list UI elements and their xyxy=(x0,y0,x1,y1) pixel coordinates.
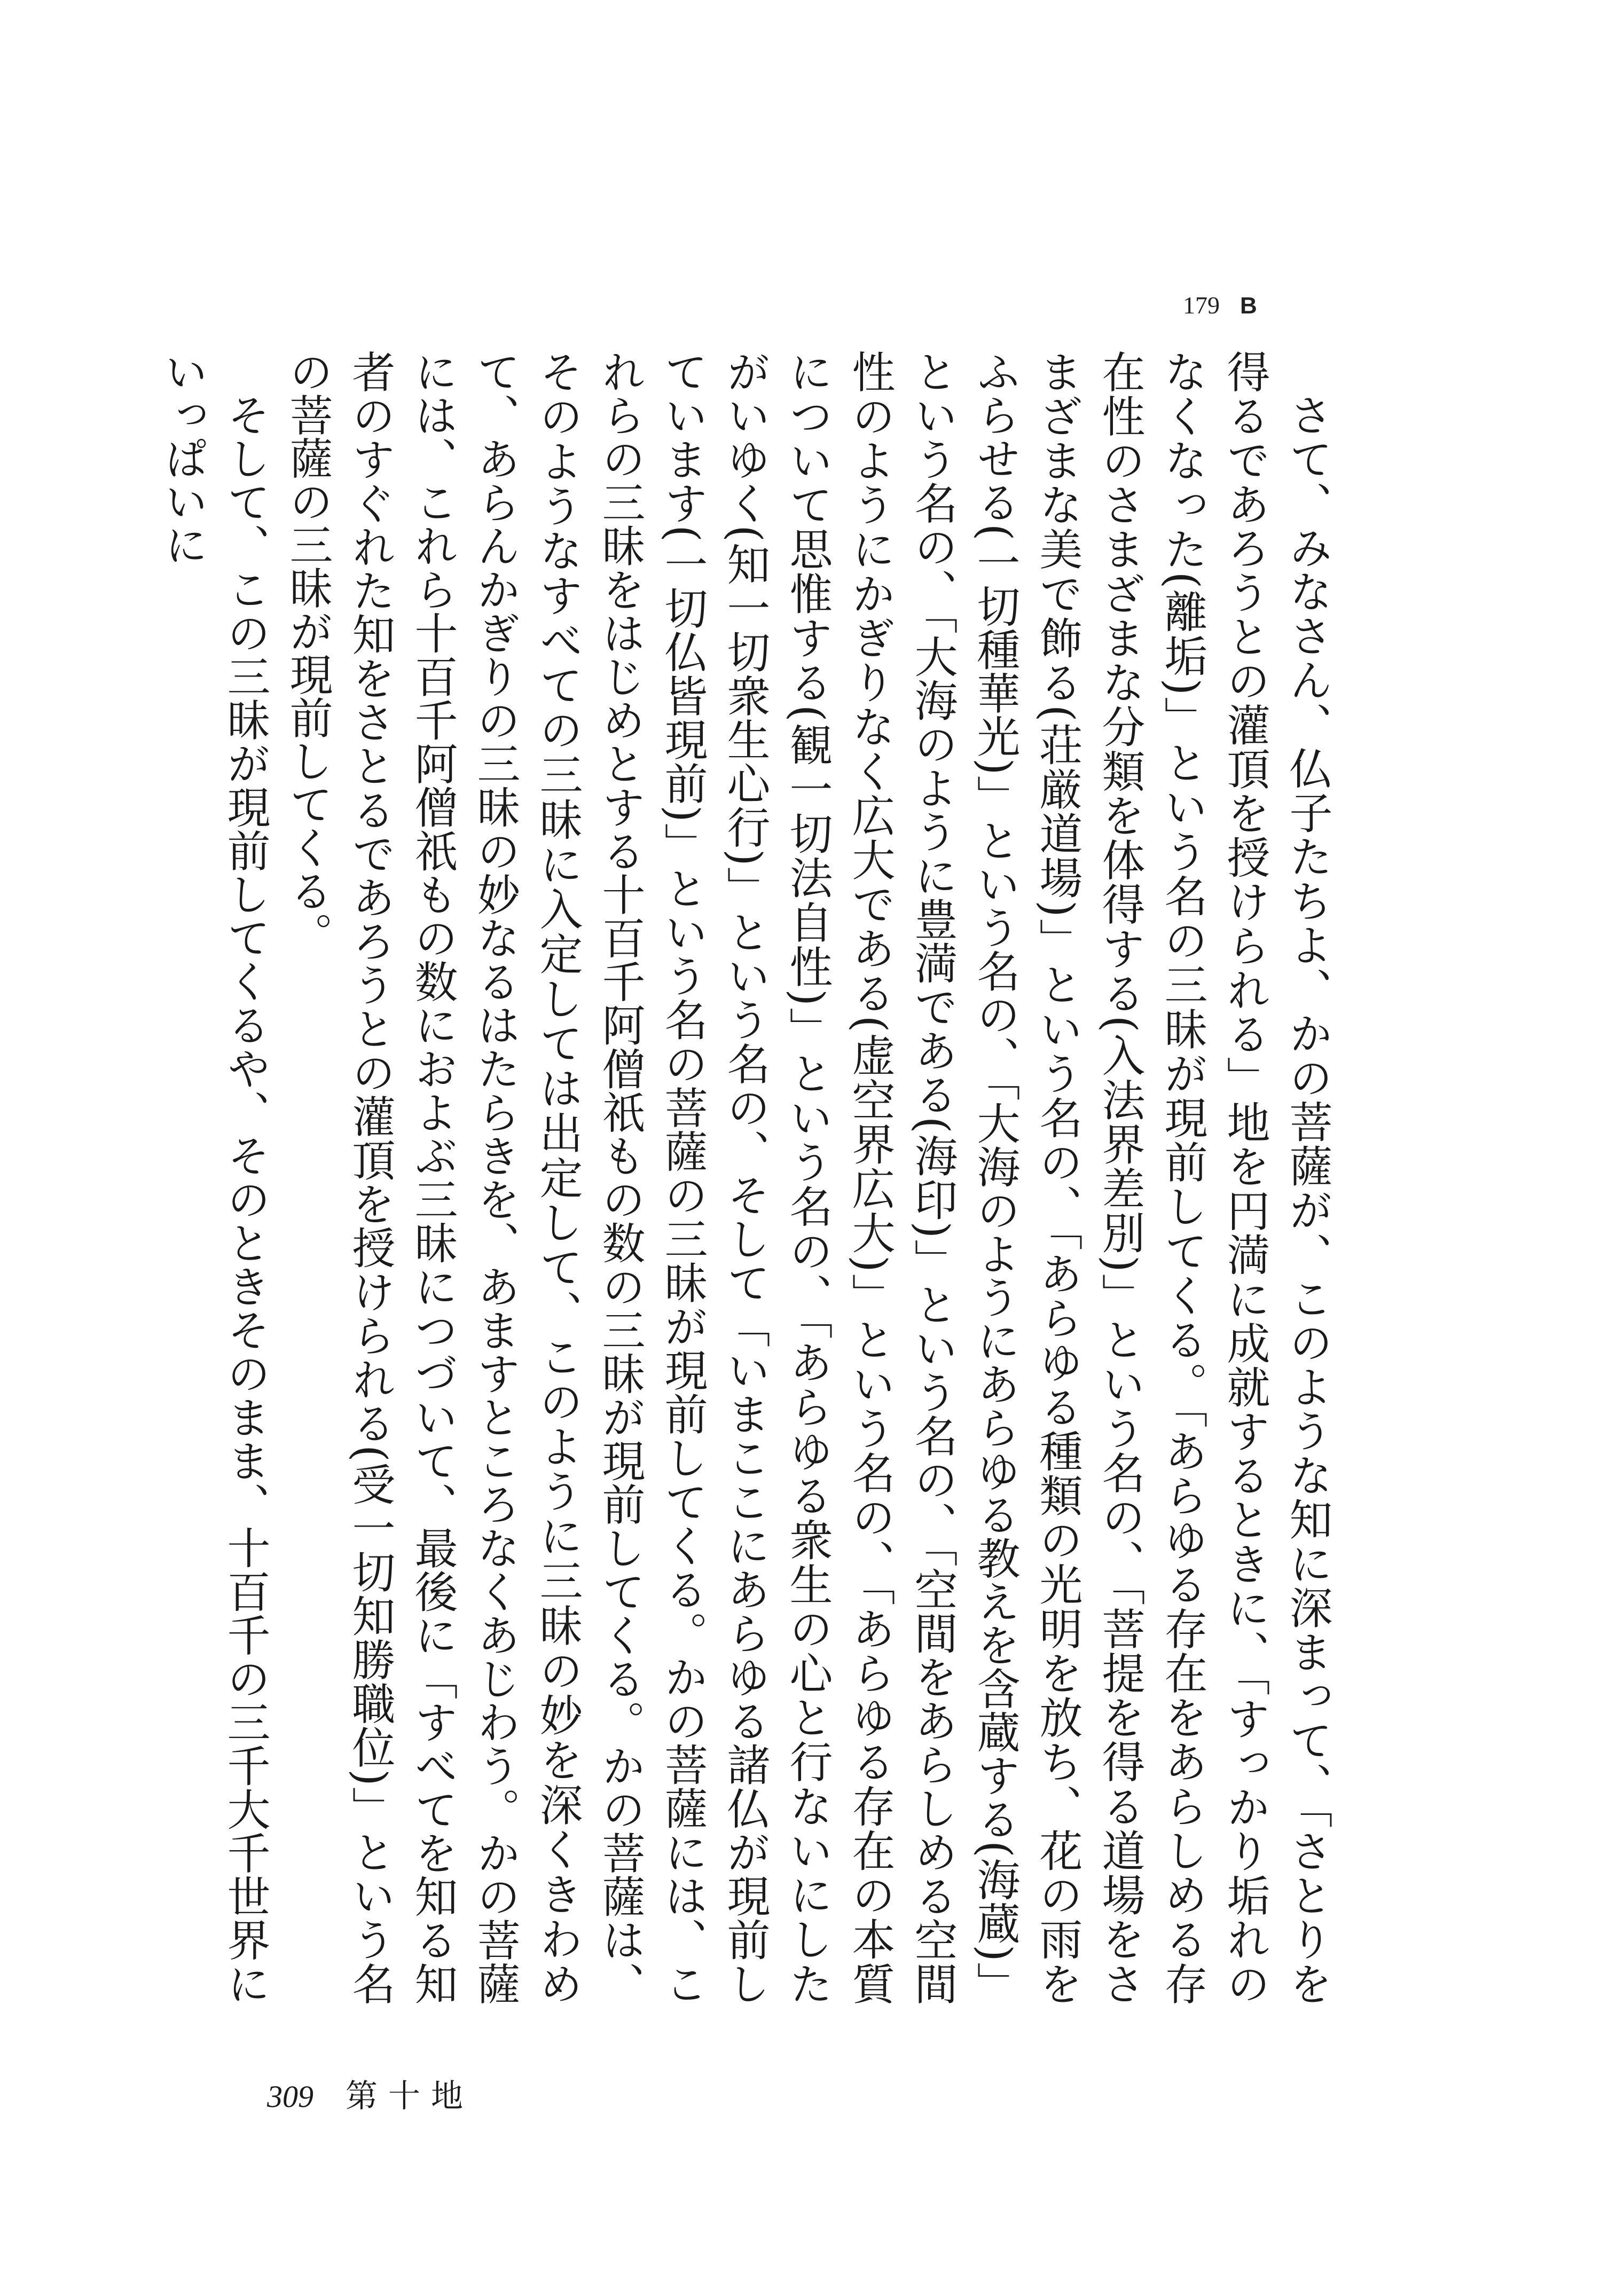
chapter-title: 第十地 xyxy=(346,2078,474,2115)
page-footer xyxy=(267,2071,545,2113)
body-text xyxy=(158,350,1338,2006)
page-number: 309 xyxy=(267,2079,313,2114)
page-header xyxy=(1183,291,1311,328)
section-letter: B xyxy=(1240,293,1257,319)
paragraph: さて、みなさん、仏子たちよ、かの菩薩が、このような知に深まって、「さとりを得るであろうとの灌頂を授けられる」地を円満に成就するときに、「すっかり垢れのなくなった(離垢)」という名の三昧が現前してくる。「あらゆる存在をあらしめる存在性のさまざまな分類を体得する(入法界差別)」という名の、「菩提を得る道場をさまざまな美で飾る(荘厳道場)」という名の、「あらゆる種類の光明を放ち、花の雨をふらせる(一切種華光)」という名の、「大海のようにあらゆる教えを含蔵する(海蔵)」という名の、「大海のように豊満である(海印)」という名の、「空間をあらしめる空間性のようにかぎりなく広大である(虚空界広大)」という名の、「あらゆる存在の本質について思惟する(観一切法自性)」という名の、「あらゆる衆生の心と行ないにしたがいゆく(知一切衆生心行)」という名の、そして「いまここにあらゆる諸仏が現前しています(一切仏皆現前)」という名の菩薩の三昧が現前してくる。かの菩薩には、これらの三昧をはじめとする十百千阿僧祇もの数の三昧が現前してくる。かの菩薩は、そのようなすべての三昧に入定しては出定して、このように三昧の妙を深くきわめて、あらんかぎりの三昧の妙なるはたらきを、あますところなくあじわう。かの菩薩には、これら十百千阿僧祇もの数におよぶ三昧につづいて、最後に「すべてを知る知者のすぐれた知をさとるであろうとの灌頂を授けられる(受一切知勝職位)」という名の菩薩の三昧が現前してくる。 xyxy=(283,350,1332,2006)
paragraph: そして、この三昧が現前してくるや、そのときそのまま、十百千の三千大千世界にいっぱいに xyxy=(158,350,270,2005)
reference-number: 179 xyxy=(1183,292,1220,319)
